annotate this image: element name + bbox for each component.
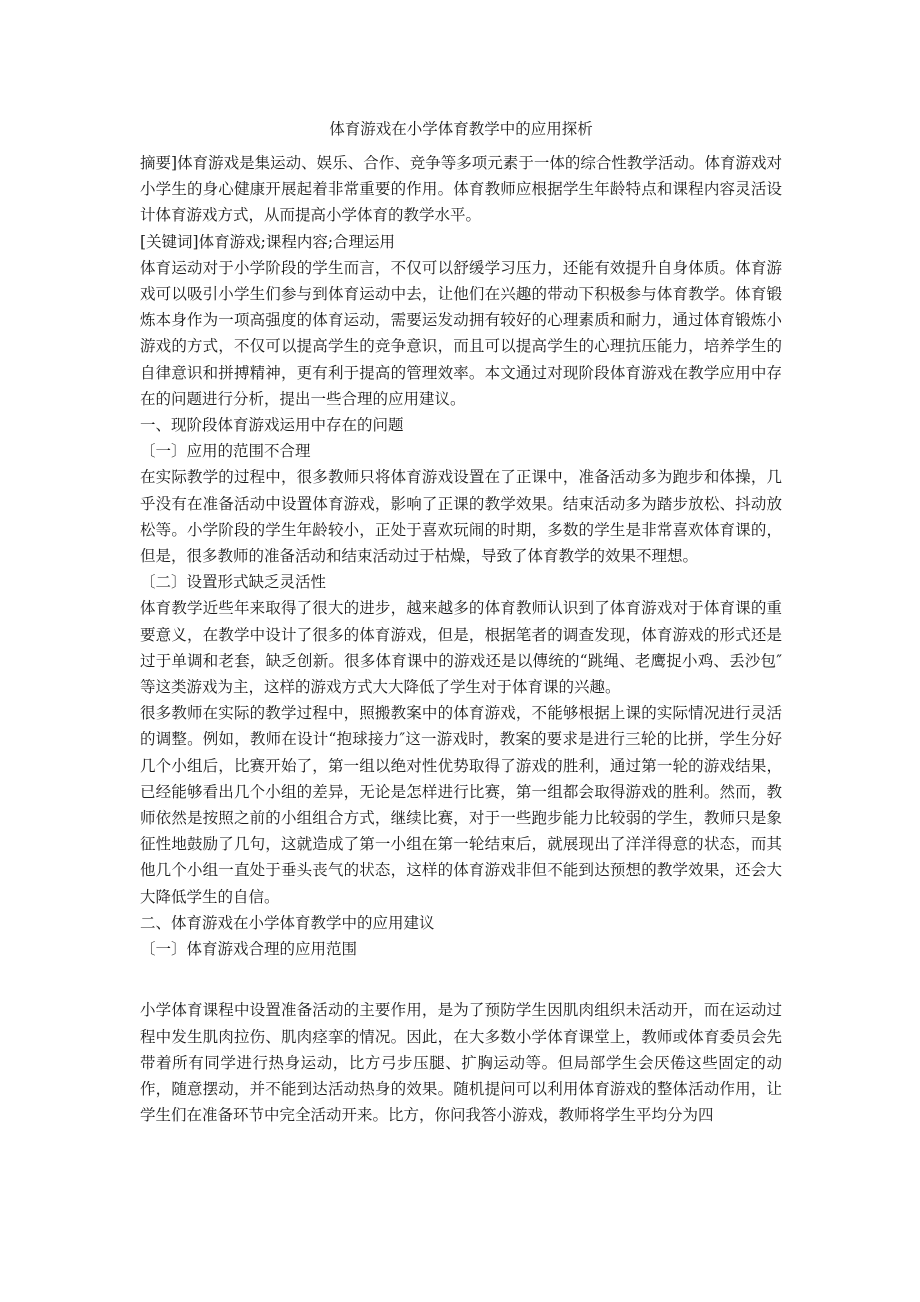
- intro-paragraph: 体育运动对于小学阶段的学生而言，不仅可以舒缓学习压力，还能有效提升自身体质。体育游戏可以吸引小学生们参与到体育运动中去，让他们在兴趣的带动下积极参与体育教学。体育锻炼本身作为一项高强度的体育运动，需要运发动拥有较好的心理素质和耐力，通过体育锻炼小游戏的方式，不仅可以提高学生的竞争意识，而且可以提高学生的心理抗压能力，培养学生的自律意识和拼搏精神，更有利于提高的管理效率。本文通过对现阶段体育游戏在教学应用中存在的问题进行分析，提出一些合理的应用建议。: [140, 258, 782, 408]
- body-paragraph: 体育教学近些年来取得了很大的进步，越来越多的体育教师认识到了体育游戏对于体育课的重要意义，在教学中设计了很多的体育游戏，但是，根据笔者的调查发现，体育游戏的形式还是过于单调和老套，缺乏创新。很多体育课中的游戏还是以傳统的“跳绳、老鹰捉小鸡、丢沙包″等这类游戏为主，这样的游戏方式大大降低了学生对于体育课的兴趣。: [140, 599, 782, 697]
- body-paragraph: 很多教师在实际的教学过程中，照搬教案中的体育游戏，不能够根据上课的实际情况进行灵活的调整。例如，教师在设计“抱球接力″这一游戏时，教案的要求是进行三轮的比拼，学生分好几个小组后，比赛开始了，第一组以绝对性优势取得了游戏的胜利，通过第一轮的游戏结果，已经能够看出几个小组的差异，无论是怎样进行比赛，第一组都会取得游戏的胜利。然而，教师依然是按照之前的小组组合方式，继续比赛，对于一些跑步能力比较弱的学生，教师只是象征性地鼓励了几句，这就造成了第一小组在第一轮结束后，就展现出了洋洋得意的状态，而其他几个小组一直处于垂头丧气的状态，这样的体育游戏非但不能到达预想的教学效果，还会大大降低学生的自信。: [140, 704, 782, 906]
- subsection-heading-2-1: 〔一〕体育游戏合理的应用范围: [140, 940, 358, 959]
- blank-line: [140, 962, 782, 997]
- subsection-heading-1-1: 〔一〕应用的范围不合理: [140, 442, 311, 461]
- section-heading-1: 一、现阶段体育游戏运用中存在的问题: [140, 416, 404, 435]
- keywords-line: [关键词]体育游戏;课程内容;合理运用: [140, 232, 396, 251]
- section-heading-2: 二、体育游戏在小学体育教学中的应用建议: [140, 913, 435, 932]
- body-paragraph: 小学体育课程中设置准备活动的主要作用，是为了预防学生因肌肉组织未活动开，而在运动过程中发生肌肉拉伤、肌肉痉挛的情况。因此，在大多数小学体育课堂上，教师或体育委员会先带着所有同学进行热身运动，比方弓步压腿、扩胸运动等。但局部学生会厌倦这些固定的动作，随意摆动，并不能到达活动热身的效果。随机提问可以利用体育游戏的整体活动作用，让学生们在准备环节中完全活动开来。比方，你问我答小游戏，教师将学生平均分为四: [140, 1001, 782, 1125]
- document-page: [140, 0, 782, 1128]
- subsection-heading-1-2: 〔二〕设置形式缺乏灵活性: [140, 573, 327, 592]
- document-title: 体育游戏在小学体育教学中的应用探析: [329, 120, 593, 138]
- body-paragraph: 在实际教学的过程中，很多教师只将体育游戏设置在了正课中，准备活动多为跑步和体操，几乎没有在准备活动中设置体育游戏，影响了正课的教学效果。结束活动多为踏步放松、抖动放松等。小学阶段的学生年龄较小，正处于喜欢玩闹的时期，多数的学生是非常喜欢体育课的，但是，很多教师的准备活动和结束活动过于枯燥，导致了体育教学的效果不理想。: [140, 468, 782, 566]
- abstract-paragraph: 摘要]体育游戏是集运动、娱乐、合作、竞争等多项元素于一体的综合性教学活动。体育游戏对小学生的身心健康开展起着非常重要的作用。体育教师应根据学生年龄特点和课程内容灵活设计体育游戏方式，从而提高小学体育的教学水平。: [140, 154, 782, 225]
